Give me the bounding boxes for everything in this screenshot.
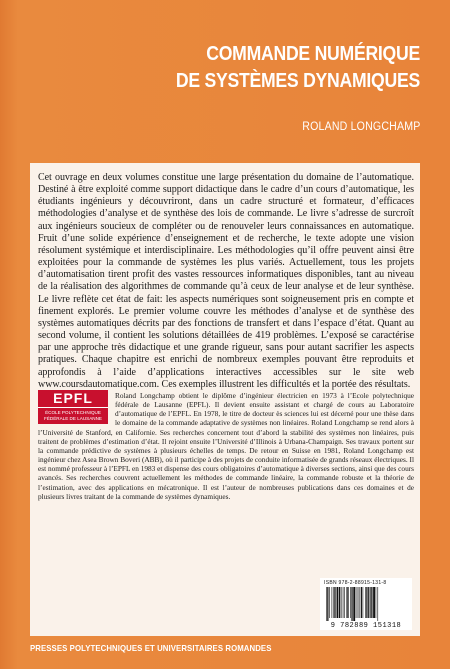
- isbn-barcode-box: [320, 578, 412, 630]
- publisher-name: PRESSES POLYTECHNIQUES ET UNIVERSITAIRES ROMANDES: [30, 644, 272, 653]
- barcode-bar: [351, 587, 352, 621]
- author-name: ROLAND LONGCHAMP: [301, 121, 420, 133]
- barcode-bar: [368, 587, 369, 618]
- barcode-bar: [337, 587, 339, 618]
- book-title: [162, 40, 420, 94]
- barcode-bar: [361, 587, 362, 618]
- book-summary: Cet ouvrage en deux volumes constitue une large présentation du domaine de l’automatique. Destiné à être exploité comme support didactique dans le cadre d’un cours d’automatique, les étudiants ingénieurs y découvriront, dans un cadre structuré et formateur, d’efficaces méthodologies d’analyse et de synthèse des lois de commande. Le livre s’adresse de surcroît aux ingénieurs soucieux de compléter ou de renouveler leurs connaissances en automatique. Fruit d’une solide expérience d’enseignement et de recherche, le texte adopte une vision résolument systémique et interdisciplinaire. Les méthodologies qu’il offre peuvent ainsi être exploitées pour la commande de systèmes les plus variés. Actuellement, tous les projets d’automatisation tirent profit des vastes ressources informatiques disponibles, tant au niveau de la réalisation des algorithmes de commande qu’à ceux de leur analyse et de leur synthèse. Le livre reflète cet état de fait: les aspects numériques sont soigneusement pris en compte et finement explorés. Le premier volume couvre les méthodes d’analyse et de synthèse des systèmes automatiques décrits par des fonctions de transfert et dans l’espace d’état. Quant au second volume, il contient les solutions détaillées de 419 problèmes. L’exposé se caractérise par une approche très didactique et une grande rigueur, sans pour autant sacrifier les aspects pratiques. Chaque chapitre est enrichi de nombreux exemples pouvant être reproduits et approfondis à l’aide d’applications interactives accessibles sur le site web www.coursdautomatique.com. Ces exemples illustrent les difficultés et la portée des résultats.: [38, 172, 414, 390]
- barcode-icon: [326, 587, 406, 621]
- barcode-bar: [356, 587, 357, 618]
- epfl-logo-line2: FÉDÉRALE DE LAUSANNE: [44, 415, 102, 421]
- barcode-bar: [370, 587, 371, 618]
- barcode-bar: [348, 587, 349, 618]
- barcode-bar: [341, 587, 342, 618]
- barcode-digits: 9 782889 151318: [330, 622, 402, 630]
- barcode-bar: [346, 587, 347, 618]
- barcode-bar: [353, 587, 355, 621]
- barcode-bar: [371, 587, 372, 618]
- title-line-2: DE SYSTÈMES DYNAMIQUES: [175, 69, 420, 92]
- barcode-bar: [327, 587, 328, 621]
- barcode-bar: [377, 587, 378, 621]
- barcode-bar: [344, 587, 345, 618]
- barcode-bar: [373, 587, 375, 618]
- barcode-bar: [339, 587, 340, 618]
- barcode-bar: [359, 587, 360, 618]
- barcode-bar: [350, 587, 351, 618]
- barcode-bar: [329, 587, 330, 618]
- barcode-bar: [358, 587, 359, 618]
- barcode-bar: [326, 587, 327, 621]
- title-line-1: COMMANDE NUMÉRIQUE: [206, 42, 420, 65]
- epfl-logo-mark: EPFL: [38, 390, 108, 407]
- barcode-bar: [343, 587, 344, 618]
- barcode-bar: [335, 587, 336, 618]
- author-bio-text: Roland Longchamp obtient le diplôme d’ingénieur électricien en 1973 à l’Ecole polytechnique fédérale de Lausanne (EPFL). Il devient ensuite assistant et chargé de cours au Laboratoire d’automatique de l’EPFL. En 1978, le titre de docteur ès sciences lui est décerné pour une thèse dans le domaine de la commande adaptative de systèmes non linéaires. Roland Longchamp se rend alors à l’Université de Stanford, en Californie. Ses recherches concernent tout d’abord la stabilité des systèmes non linéaires, puis traitent de problèmes d’estimation d’état. Il rejoint ensuite l’Université d’Illinois à Urbana-Champaign. Ses travaux portent sur la commande prédictive de systèmes à plusieurs échelles de temps. De retour en Suisse en 1981, Roland Longchamp est ingénieur chez Asea Brown Boveri (ABB), où il participe à des projets de conduite informatisée de grands réseaux électriques. Il est nommé professeur à l’EPFL en 1983 et dispense des cours obligatoires d’automatique à diverses sections, ainsi que des cours avancés. Ses recherches couvrent actuellement les méthodes de commande linéaire, la commande robuste et la théorie de l’estimation, avec des applications en mécatronique. Il est l’auteur de nombreuses publications dans ces domaines et de plusieurs livres traitant de la commande de systèmes dynamiques.: [38, 391, 414, 501]
- barcode-bar: [363, 587, 364, 618]
- epfl-logo-line1: ÉCOLE POLYTECHNIQUE: [45, 410, 101, 415]
- author-bio: [38, 391, 414, 501]
- barcode-bar: [376, 587, 377, 618]
- barcode-bar: [366, 587, 367, 618]
- barcode-bar: [332, 587, 333, 618]
- barcode-bar: [365, 587, 366, 618]
- isbn-label: ISBN 978-2-88915-131-8: [324, 580, 387, 586]
- barcode-bar: [333, 587, 334, 618]
- logo-spacer: [38, 391, 115, 419]
